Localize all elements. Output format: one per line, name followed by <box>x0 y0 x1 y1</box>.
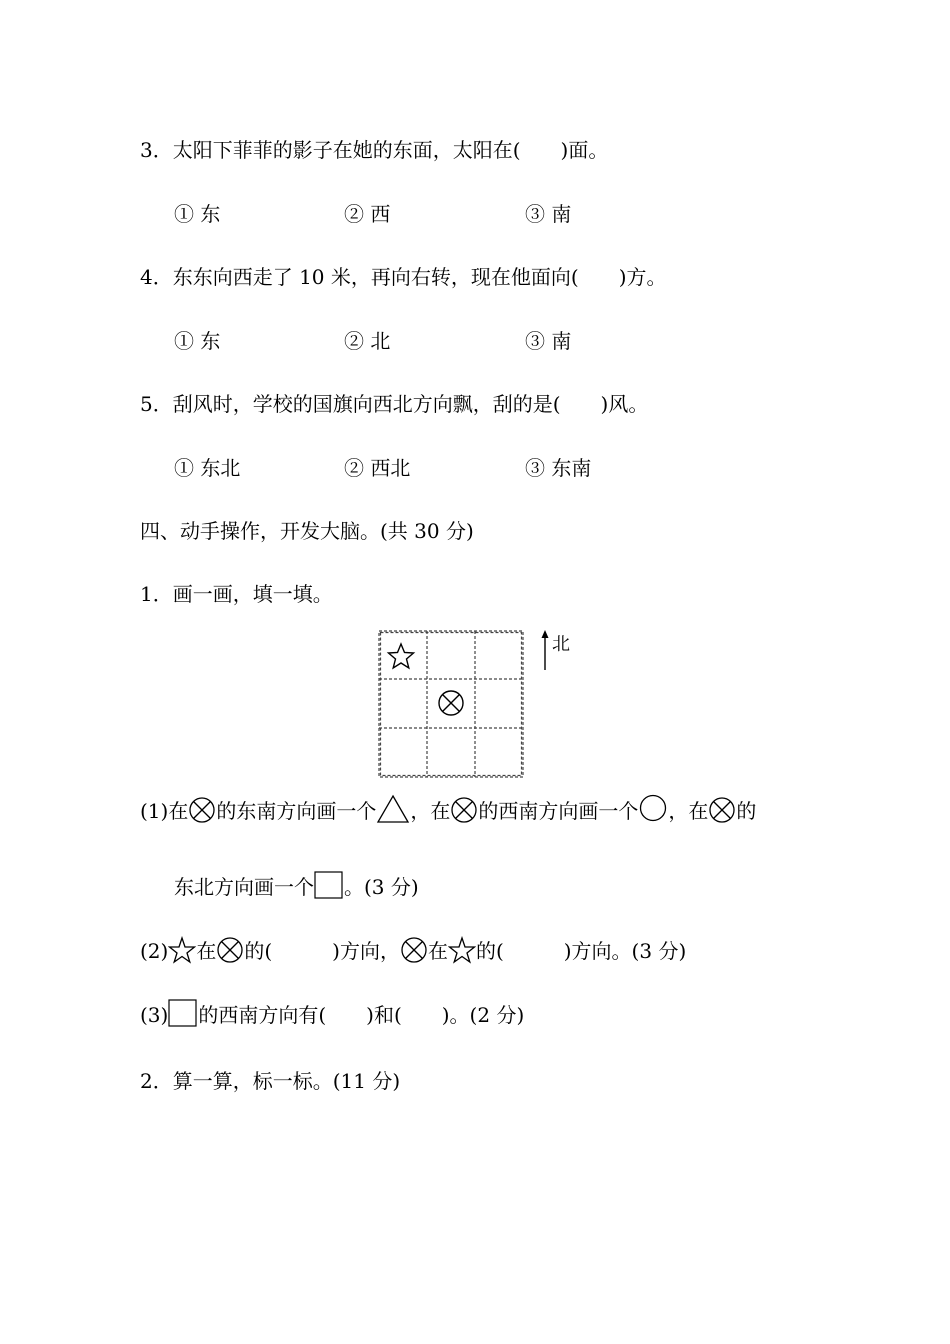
north-arrow-icon <box>538 630 552 672</box>
square-icon <box>314 870 344 900</box>
sub-question-2: (2) 在 的( )方向， 在 的( )方向。(3 分) <box>140 936 686 965</box>
question-3-option-2: ② 西 <box>344 202 391 226</box>
sub-question-1-line-2: 东北方向画一个 。(3 分) <box>174 870 419 901</box>
question-3-option-1: ① 东 <box>174 202 221 226</box>
question-4-option-1: ① 东 <box>174 329 221 353</box>
problem-1-stem: 1．画一画，填一填。 <box>140 582 333 606</box>
direction-grid <box>378 630 524 778</box>
question-5-option-3: ③ 东南 <box>525 456 592 480</box>
question-5-option-2: ② 西北 <box>344 456 411 480</box>
question-3-option-3: ③ 南 <box>525 202 572 226</box>
grid-crossed-circle-icon <box>439 691 463 715</box>
grid-star-icon <box>389 644 414 668</box>
question-5-option-1: ① 东北 <box>174 456 241 480</box>
question-3-stem: 3．太阳下菲菲的影子在她的东面，太阳在( )面。 <box>140 138 609 162</box>
section-4-title: 四、动手操作，开发大脑。(共 30 分) <box>140 519 474 543</box>
star-icon <box>448 936 476 964</box>
crossed-circle-icon <box>708 796 736 824</box>
question-5-stem: 5．刮风时，学校的国旗向西北方向飘，刮的是( )风。 <box>140 392 649 416</box>
problem-2-stem: 2．算一算，标一标。(11 分) <box>140 1069 401 1093</box>
sub-question-1-line-1: (1)在 的东南方向画一个 ，在 的西南方向画一个 ，在 的 <box>140 794 756 825</box>
crossed-circle-icon <box>400 936 428 964</box>
question-4-option-2: ② 北 <box>344 329 391 353</box>
sub-question-3: (3) 的西南方向有( )和( )。(2 分) <box>140 998 524 1029</box>
circle-icon <box>638 794 668 824</box>
crossed-circle-icon <box>450 796 478 824</box>
triangle-icon <box>376 794 410 824</box>
square-icon <box>168 998 198 1028</box>
question-4-stem: 4．东东向西走了 10 米，再向右转，现在他面向( )方。 <box>140 265 667 289</box>
north-label: 北 <box>552 634 570 655</box>
question-4-option-3: ③ 南 <box>525 329 572 353</box>
crossed-circle-icon <box>216 936 244 964</box>
star-icon <box>168 936 196 964</box>
crossed-circle-icon <box>188 796 216 824</box>
